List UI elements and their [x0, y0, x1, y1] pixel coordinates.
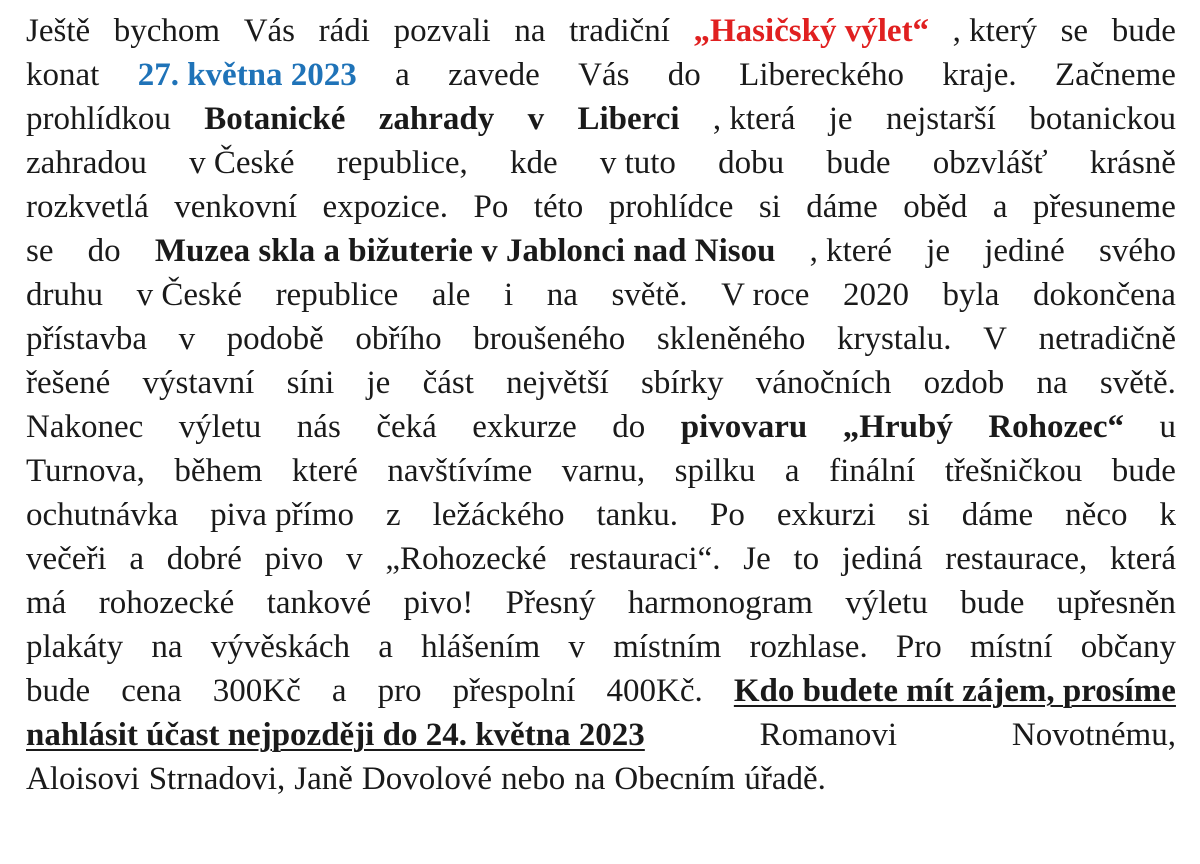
word: Po: [473, 189, 509, 225]
word: světě.: [1099, 365, 1176, 401]
word: největší: [506, 365, 609, 401]
word: výletu: [178, 409, 262, 445]
word: výstavní: [142, 365, 255, 401]
word: něco: [1065, 497, 1128, 533]
bold-text: „Hrubý: [842, 409, 953, 445]
word: 2020: [842, 277, 909, 313]
word: bude: [1111, 453, 1176, 489]
word: venkovní: [174, 189, 298, 225]
word: rozhlase.: [749, 629, 868, 665]
word: výletu: [845, 585, 928, 621]
word: ležáckého: [432, 497, 565, 533]
word: do: [87, 233, 121, 269]
word: které: [291, 453, 358, 489]
word: sbírky: [641, 365, 724, 401]
word: a: [395, 57, 410, 93]
word: 400Kč.: [606, 673, 703, 709]
word: Aloisovi: [26, 761, 140, 797]
word: Romanovi: [759, 717, 898, 753]
word: prohlídce: [608, 189, 734, 225]
word: ozdob: [923, 365, 1005, 401]
word: a: [784, 453, 800, 489]
text-line-02: [26, 53, 1176, 97]
word: , který: [952, 13, 1037, 49]
word: světě.: [611, 277, 688, 313]
word: prohlídkou: [26, 101, 171, 137]
word: místním: [613, 629, 722, 665]
word: ale: [431, 277, 471, 313]
text-line-16: [26, 669, 1176, 713]
word: bude: [1111, 13, 1176, 49]
word: restauraci“.: [569, 541, 721, 577]
bold-text: Rohozec“: [988, 409, 1124, 445]
text-line-07: [26, 273, 1176, 317]
word: bude: [960, 585, 1025, 621]
text-line-10: [26, 405, 1176, 449]
text-line-17: [26, 713, 1176, 757]
word: si: [758, 189, 781, 225]
word: dobré: [166, 541, 242, 577]
word: pivo!: [403, 585, 474, 621]
word: exkurze: [472, 409, 577, 445]
word: Strnadovi,: [148, 761, 286, 797]
word: a: [331, 673, 347, 709]
word: botanickou: [1029, 101, 1176, 137]
word: na: [546, 277, 578, 313]
word: Janě: [294, 761, 353, 797]
word: dáme: [806, 189, 878, 225]
word: skleněného: [656, 321, 806, 357]
word: harmonogram: [627, 585, 813, 621]
bold-text: Liberci: [577, 101, 680, 137]
text-line-01: [26, 9, 1176, 53]
word: krystalu.: [836, 321, 952, 357]
word: nejstarší: [885, 101, 996, 137]
word: do: [612, 409, 646, 445]
word: je: [366, 365, 391, 401]
word: řešené: [26, 365, 111, 401]
word: v: [568, 629, 585, 665]
word: čeká: [376, 409, 437, 445]
highlight-event-date: 27. května 2023: [137, 57, 357, 93]
word: která: [1110, 541, 1176, 577]
word: podobě: [226, 321, 324, 357]
text-line-06: [26, 229, 1176, 273]
word: dáme: [961, 497, 1034, 533]
word: na: [514, 13, 546, 49]
word: zahradou: [26, 145, 147, 181]
word: Je: [743, 541, 771, 577]
word: netradičně: [1038, 321, 1176, 357]
word: třešničkou: [944, 453, 1083, 489]
text-line-11: [26, 449, 1176, 493]
word: , které: [809, 233, 893, 269]
word: Vás: [578, 57, 630, 93]
word: pro: [377, 673, 422, 709]
word: si: [907, 497, 930, 533]
word: tanku.: [596, 497, 679, 533]
word: Pro: [895, 629, 942, 665]
word: obzvlášť: [932, 145, 1048, 181]
word: V roce: [721, 277, 810, 313]
word: k: [1159, 497, 1176, 533]
word: expozice.: [322, 189, 449, 225]
word: Novotnému,: [1011, 717, 1176, 753]
word: občany: [1080, 629, 1176, 665]
word: Turnova,: [26, 453, 145, 489]
word: rozkvetlá: [26, 189, 149, 225]
word: cena: [121, 673, 182, 709]
word: Obecním: [614, 761, 736, 797]
word: síni: [286, 365, 335, 401]
text-line-04: [26, 141, 1176, 185]
word: exkurzi: [776, 497, 876, 533]
word: se: [1060, 13, 1089, 49]
word: druhu: [26, 277, 103, 313]
word: republice: [275, 277, 399, 313]
word: vánočních: [755, 365, 892, 401]
word: svého: [1098, 233, 1176, 269]
word: Vás: [243, 13, 296, 49]
word: broušeného: [473, 321, 626, 357]
word: se: [26, 233, 54, 269]
word: z: [385, 497, 401, 533]
word: piva přímo: [210, 497, 354, 533]
underlined-registration-note: nahlásit účast nejpozději do 24. května 2023: [26, 717, 645, 753]
invitation-paragraph: [26, 0, 1176, 797]
word: to: [793, 541, 820, 577]
word: bychom: [113, 13, 221, 49]
word: místní: [969, 629, 1053, 665]
word: v: [178, 321, 196, 357]
word: Začneme: [1054, 57, 1176, 93]
word: rohozecké: [98, 585, 235, 621]
word: na: [1036, 365, 1068, 401]
word: Po: [710, 497, 745, 533]
word: pozvali: [393, 13, 491, 49]
word: hlášením: [421, 629, 541, 665]
word: navštívíme: [387, 453, 533, 489]
text-line-14: [26, 581, 1176, 625]
word: konat: [26, 57, 100, 93]
word: u: [1159, 409, 1176, 445]
word: tankové: [266, 585, 372, 621]
text-line-15: [26, 625, 1176, 669]
bold-text: pivovaru: [680, 409, 808, 445]
word: kde: [509, 145, 558, 181]
word: a: [992, 189, 1008, 225]
word: obřího: [355, 321, 442, 357]
word: pivo: [264, 541, 324, 577]
bold-text: Botanické: [204, 101, 346, 137]
word: této: [533, 189, 584, 225]
word: vývěskách: [210, 629, 350, 665]
word: Ještě: [26, 13, 91, 49]
text-line-09: [26, 361, 1176, 405]
word: Nakonec: [26, 409, 144, 445]
word: část: [422, 365, 474, 401]
word: byla: [942, 277, 1000, 313]
highlight-event-name: „Hasičský výlet“: [693, 13, 930, 49]
bold-text: zahrady: [378, 101, 495, 137]
word: Přesný: [505, 585, 596, 621]
word: večeři: [26, 541, 107, 577]
word: „Rohozecké: [385, 541, 547, 577]
text-line-08: [26, 317, 1176, 361]
word: přespolní: [452, 673, 576, 709]
word: je: [926, 233, 951, 269]
word: v: [346, 541, 363, 577]
word: dokončena: [1032, 277, 1176, 313]
word: jediná: [841, 541, 923, 577]
word: přesuneme: [1032, 189, 1176, 225]
word: Dovolové: [361, 761, 493, 797]
word: varnu,: [561, 453, 646, 489]
word: bude: [826, 145, 891, 181]
word: Libereckého: [739, 57, 905, 93]
word: jediné: [984, 233, 1065, 269]
word: nás: [296, 409, 341, 445]
word: ochutnávka: [26, 497, 179, 533]
bold-text: v: [527, 101, 545, 137]
text-line-05: [26, 185, 1176, 229]
word: finální: [829, 453, 916, 489]
word: v České: [136, 277, 242, 313]
word: tradiční: [569, 13, 670, 49]
word: zavede: [448, 57, 540, 93]
underlined-registration-note: Kdo budete mít zájem, prosíme: [733, 673, 1176, 709]
word: na: [574, 761, 606, 797]
word: bude: [26, 673, 91, 709]
word: během: [174, 453, 263, 489]
text-line-18: [26, 757, 1176, 801]
word: spilku: [674, 453, 756, 489]
word: v tuto: [599, 145, 676, 181]
word: rádi: [318, 13, 370, 49]
word: , která: [712, 101, 796, 137]
word: a: [129, 541, 145, 577]
word: republice,: [336, 145, 468, 181]
text-line-03: [26, 97, 1176, 141]
text-line-12: [26, 493, 1176, 537]
word: dobu: [718, 145, 785, 181]
word: oběd: [903, 189, 968, 225]
word: 300Kč: [212, 673, 301, 709]
word: i: [503, 277, 514, 313]
word: kraje.: [942, 57, 1017, 93]
word: na: [151, 629, 183, 665]
word: V: [983, 321, 1007, 357]
word: krásně: [1089, 145, 1176, 181]
word: má: [26, 585, 67, 621]
bold-text: Muzea skla a bižuterie v Jablonci nad Nisou: [154, 233, 776, 269]
word: úřadě.: [744, 761, 826, 797]
word: nebo: [501, 761, 566, 797]
word: do: [667, 57, 701, 93]
text-line-13: [26, 537, 1176, 581]
word: upřesněn: [1056, 585, 1176, 621]
word: přístavba: [26, 321, 147, 357]
word: restaurace,: [945, 541, 1088, 577]
word: plakáty: [26, 629, 124, 665]
word: je: [828, 101, 853, 137]
word: v České: [189, 145, 295, 181]
word: a: [378, 629, 393, 665]
